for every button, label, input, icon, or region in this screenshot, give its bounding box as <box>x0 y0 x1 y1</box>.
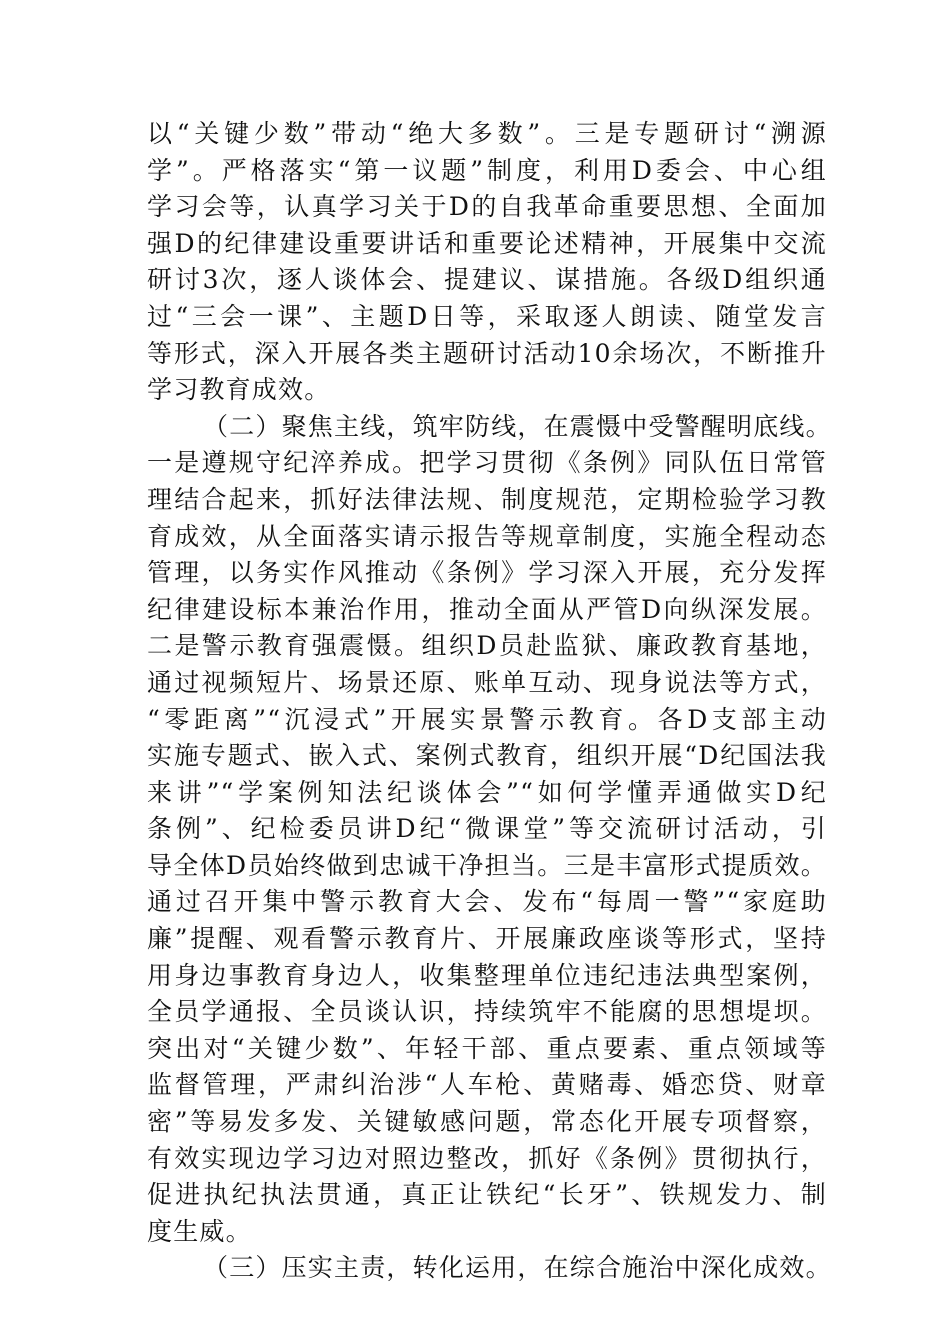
paragraph-line: 用身边事教育身边人，收集整理单位违纪违法典型案例， <box>147 960 827 990</box>
paragraph-line: 等形式，深入开展各类主题研讨活动10余场次，不断推升 <box>147 338 827 368</box>
paragraph-line: 强D的纪律建设重要讲话和重要论述精神，开展集中交流 <box>147 228 827 258</box>
paragraph-line: 廉”提醒、观看警示教育片、开展廉政座谈等形式，坚持 <box>147 924 827 954</box>
paragraph-line: 学”。严格落实“第一议题”制度，利用D委会、中心组 <box>147 155 827 185</box>
paragraph-line: 有效实现边学习边对照边整改，抓好《条例》贯彻执行， <box>147 1143 827 1173</box>
paragraph-line: 度生威。 <box>147 1216 252 1246</box>
paragraph-line: 学习会等，认真学习关于D的自我革命重要思想、全面加 <box>147 192 827 222</box>
paragraph-line: 理结合起来，抓好法律法规、制度规范，定期检验学习教 <box>147 484 827 514</box>
paragraph-line: 通过视频短片、场景还原、账单互动、现身说法等方式， <box>147 667 827 697</box>
paragraph-line: 研讨3次，逐人谈体会、提建议、谋措施。各级D组织通 <box>147 265 827 295</box>
paragraph-line: 突出对“关键少数”、年轻干部、重点要素、重点领域等 <box>147 1033 827 1063</box>
paragraph-line: 实施专题式、嵌入式、案例式教育，组织开展“D纪国法我 <box>147 741 827 771</box>
paragraph-line: 全员学通报、全员谈认识，持续筑牢不能腐的思想堤坝。 <box>147 997 827 1027</box>
paragraph-line: 密”等易发多发、关键敏感问题，常态化开展专项督察， <box>147 1107 827 1137</box>
paragraph-line: 导全体D员始终做到忠诚干净担当。三是丰富形式提质效。 <box>147 850 827 880</box>
body-text <box>147 116 832 1287</box>
paragraph-line: 以“关键少数”带动“绝大多数”。三是专题研讨“溯源 <box>147 119 827 148</box>
paragraph-line: 纪律建设标本兼治作用，推动全面从严管D向纵深发展。 <box>147 594 827 624</box>
paragraph-line: 促进执纪执法贯通，真正让铁纪“长牙”、铁规发力、制 <box>147 1180 827 1210</box>
paragraph-line: 一是遵规守纪淬养成。把学习贯彻《条例》同队伍日常管 <box>147 448 827 478</box>
paragraph-line: 过“三会一课”、主题D日等，采取逐人朗读、随堂发言 <box>147 301 827 331</box>
paragraph-line: 条例”、纪检委员讲D纪“微课堂”等交流研讨活动，引 <box>147 814 827 844</box>
section-heading-line: （三）压实主责，转化运用，在综合施治中深化成效。 <box>203 1253 832 1283</box>
paragraph-line: 来讲”“学案例知法纪谈体会”“如何学懂弄通做实D纪 <box>147 777 827 807</box>
paragraph-line: 二是警示教育强震慑。组织D员赴监狱、廉政教育基地， <box>147 631 827 661</box>
paragraph-line: 育成效，从全面落实请示报告等规章制度，实施全程动态 <box>147 521 827 551</box>
paragraph-line: 管理，以务实作风推动《条例》学习深入开展，充分发挥 <box>147 558 827 588</box>
section-heading-line: （二）聚焦主线，筑牢防线，在震慑中受警醒明底线。 <box>203 411 832 441</box>
paragraph-line: “零距离”“沉浸式”开展实景警示教育。各D支部主动 <box>147 704 827 734</box>
paragraph-line: 学习教育成效。 <box>147 375 331 405</box>
paragraph-line: 通过召开集中警示教育大会、发布“每周一警”“家庭助 <box>147 887 827 917</box>
paragraph-line: 监督管理，严肃纠治涉“人车枪、黄赌毒、婚恋贷、财章 <box>147 1070 827 1100</box>
